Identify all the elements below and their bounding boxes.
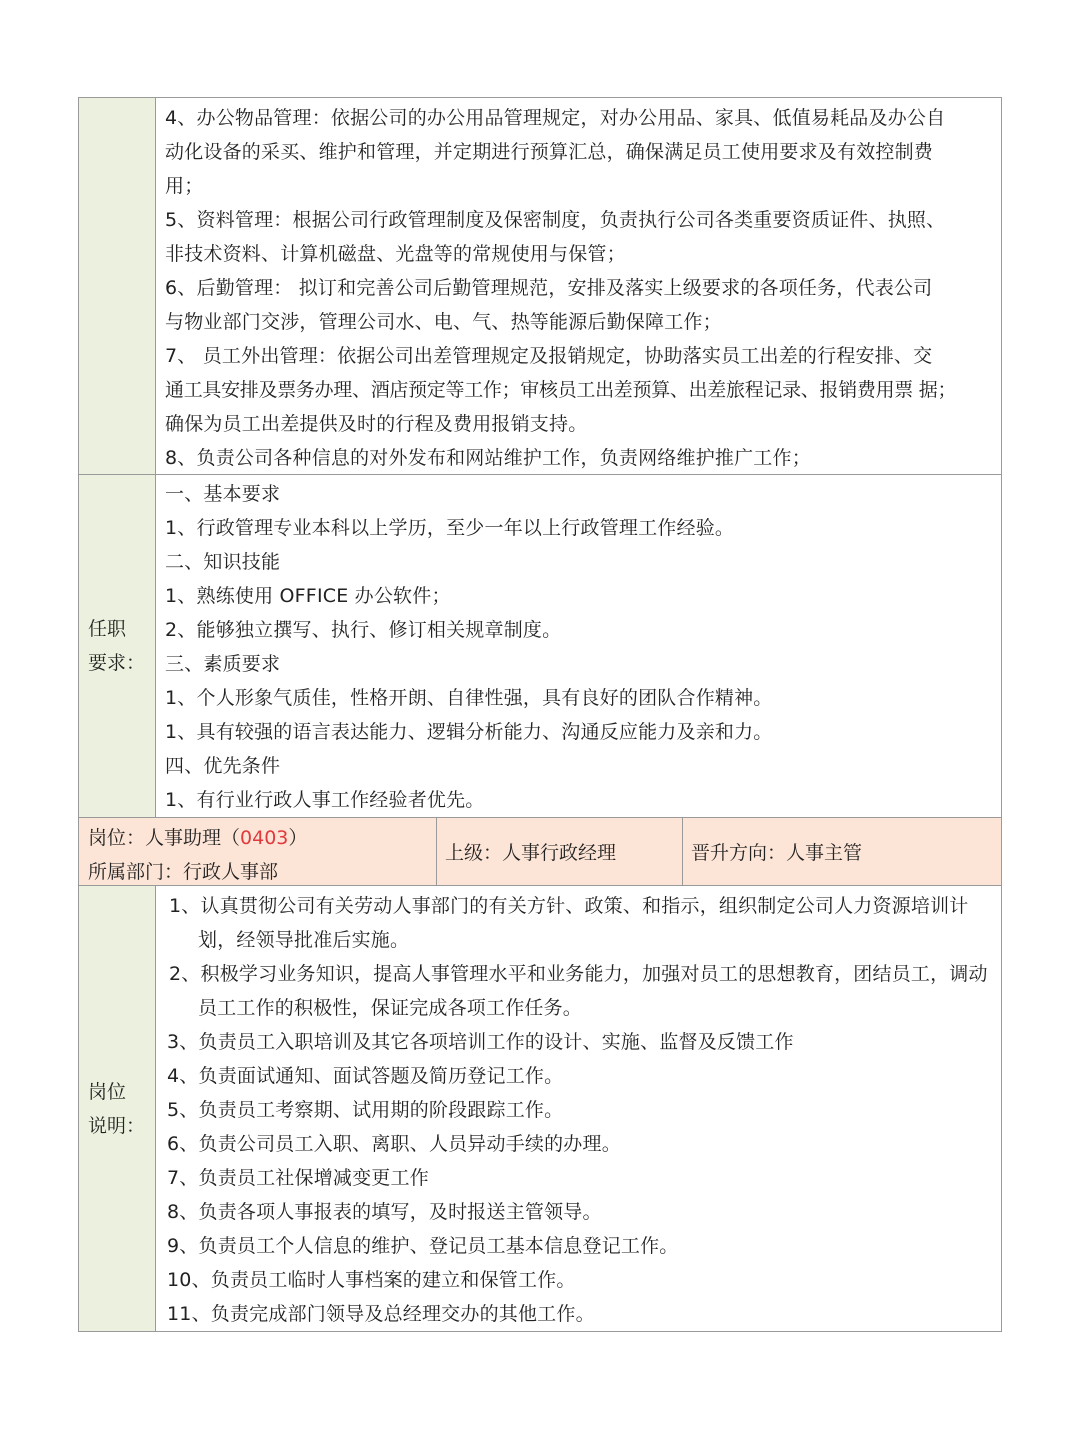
description-item: 8、负责各项人事报表的填写，及时报送主管领导。 <box>167 1201 602 1223</box>
position-title-prefix: 岗位：人事助理（ <box>88 827 241 849</box>
duty-line: 非技术资料、计算机磁盘、光盘等的常规使用与保管； <box>165 243 626 265</box>
duties-content <box>156 98 1001 474</box>
description-label-line2: 说明： <box>88 1114 146 1137</box>
description-label <box>79 886 156 1331</box>
requirement-line: 2、能够独立撰写、执行、修订相关规章制度。 <box>165 619 562 641</box>
requirement-line: 一、基本要求 <box>165 483 281 505</box>
position-title <box>88 821 436 855</box>
superior-cell <box>437 818 683 885</box>
requirement-line: 三、素质要求 <box>165 653 281 675</box>
description-item: 6、负责公司员工入职、离职、人员异动手续的办理。 <box>167 1133 621 1155</box>
promotion-path: 晋升方向：人事主管 <box>691 842 863 864</box>
requirement-line: 1、有行业行政人事工作经验者优先。 <box>165 789 485 811</box>
requirement-line: 1、熟练使用 OFFICE 办公软件； <box>165 585 451 607</box>
position-title-suffix: ） <box>288 827 308 849</box>
promotion-cell <box>683 818 1001 885</box>
duty-line: 7、 员工外出管理：依据公司出差管理规定及报销规定，协助落实员工出差的行程安排、交 <box>165 345 933 367</box>
requirements-row <box>79 475 1001 818</box>
duty-line: 与物业部门交涉，管理公司水、电、气、热等能源后勤保障工作； <box>165 311 722 333</box>
duty-line: 用； <box>165 175 204 197</box>
requirements-label-line1: 任职 <box>88 618 127 640</box>
department: 所属部门：行政人事部 <box>88 861 279 883</box>
description-label-line1: 岗位 <box>88 1080 127 1103</box>
position-info-row <box>79 818 1001 886</box>
description-item: 11、负责完成部门领导及总经理交办的其他工作。 <box>167 1303 595 1325</box>
requirement-line: 1、具有较强的语言表达能力、逻辑分析能力、沟通反应能力及亲和力。 <box>165 721 773 743</box>
duties-continued-row <box>79 98 1001 475</box>
duty-line: 确保为员工出差提供及时的行程及费用报销支持。 <box>165 413 588 435</box>
duty-line: 6、后勤管理： 拟订和完善公司后勤管理规范，安排及落实上级要求的各项任务，代表公司 <box>165 277 933 299</box>
duty-line: 通工具安排及票务办理、酒店预定等工作；审核员工出差预算、出差旅程记录、报销费用票 据； <box>165 379 957 401</box>
requirements-content <box>156 475 1001 817</box>
requirement-line: 1、行政管理专业本科以上学历，至少一年以上行政管理工作经验。 <box>165 517 735 539</box>
description-item: 2、积极学习业务知识，提高人事管理水平和业务能力，加强对员工的思想教育，团结员工，调动员工工作的积极性，保证完成各项工作任务。 <box>169 963 988 1019</box>
description-item: 4、负责面试通知、面试答题及简历登记工作。 <box>167 1065 564 1087</box>
requirements-label-line2: 要求： <box>88 652 146 674</box>
duties-label-cell <box>79 98 156 474</box>
description-content <box>156 886 1001 1331</box>
duty-line: 8、负责公司各种信息的对外发布和网站维护工作，负责网络维护推广工作； <box>165 447 811 469</box>
position-title-cell <box>79 818 437 885</box>
requirement-line: 1、个人形象气质佳，性格开朗、自律性强，具有良好的团队合作精神。 <box>165 687 773 709</box>
position-code: 0403 <box>240 827 289 849</box>
duty-line: 4、办公物品管理：依据公司的办公用品管理规定，对办公用品、家具、低值易耗品及办公自 <box>165 107 946 129</box>
description-item: 7、负责员工社保增减变更工作 <box>167 1167 429 1189</box>
superior: 上级：人事行政经理 <box>445 842 617 864</box>
duty-line: 5、资料管理：根据公司行政管理制度及保密制度，负责执行公司各类重要资质证件、执照、 <box>165 209 946 231</box>
description-item: 10、负责员工临时人事档案的建立和保管工作。 <box>167 1269 576 1291</box>
description-item: 9、负责员工个人信息的维护、登记员工基本信息登记工作。 <box>167 1235 679 1257</box>
description-item: 5、负责员工考察期、试用期的阶段跟踪工作。 <box>167 1099 564 1121</box>
requirements-label <box>79 475 156 817</box>
description-item: 3、负责员工入职培训及其它各项培训工作的设计、实施、监督及反馈工作 <box>167 1031 794 1053</box>
requirement-line: 二、知识技能 <box>165 551 281 573</box>
job-description-row <box>79 886 1001 1331</box>
job-description-table <box>78 97 1002 1332</box>
description-item: 1、认真贯彻公司有关劳动人事部门的有关方针、政策、和指示，组织制定公司人力资源培训计划，经领导批准后实施。 <box>169 895 969 951</box>
duty-line: 动化设备的采买、维护和管理，并定期进行预算汇总，确保满足员工使用要求及有效控制费 <box>165 141 934 163</box>
requirement-line: 四、优先条件 <box>165 755 281 777</box>
